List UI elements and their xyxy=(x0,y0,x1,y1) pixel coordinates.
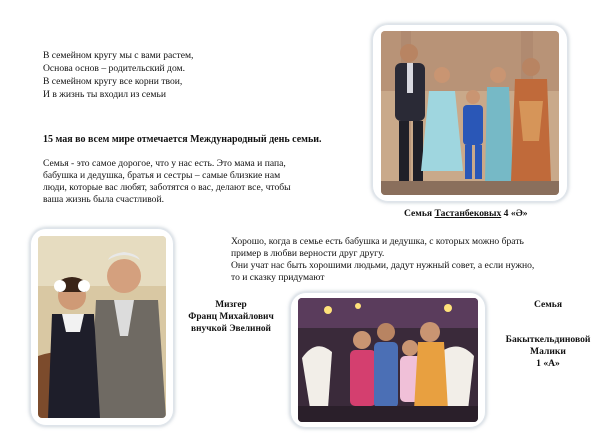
caption-line: Франц Михайлович xyxy=(188,312,274,322)
poem-line: В семейном кругу все корни твои, xyxy=(43,76,183,87)
caption-tastanbekov xyxy=(404,208,528,220)
paragraph-line: Хорошо, когда в семье есть бабушка и дедушка, с которых можно брать xyxy=(231,236,524,247)
caption-class: 4 «Ә» xyxy=(501,208,528,219)
family-photo-tastanbekov xyxy=(381,31,559,195)
paragraph-line: Они учат нас быть хорошими людьми, дадут нужный совет, а если нужно, xyxy=(231,260,535,271)
poem-line: В семейном кругу мы с вами растем, xyxy=(43,50,194,61)
poem-line: И в жизнь ты входил из семьи xyxy=(43,89,166,100)
family-photo-bakytkeldinova xyxy=(298,298,478,422)
caption-family-name: Тастанбековых xyxy=(434,208,502,219)
paragraph-line: люди, которые вас любят, заботятся о вас, делают все, чтобы xyxy=(43,182,291,193)
caption-line: Бакыткельдиновой xyxy=(505,334,591,345)
caption-line: Семья xyxy=(533,299,563,310)
caption-line: 1 «А» xyxy=(536,358,560,369)
family-day-heading: 15 мая во всем мире отмечается Международный день семьи. xyxy=(43,134,322,145)
caption-line: внучкой Эвелиной xyxy=(191,324,271,334)
caption-line: Мизгер xyxy=(215,300,247,310)
grandfather-granddaughter-photo xyxy=(38,236,166,418)
paragraph-line: ваша жизнь была счастливой. xyxy=(43,194,165,205)
paragraph-line: бабушка и дедушка, братья и сестры – самые близкие нам xyxy=(43,170,281,181)
caption-line: Малики xyxy=(530,346,566,357)
paragraph-line: пример в любви верности друг другу. xyxy=(231,248,385,259)
poem-line: Основа основ – родительский дом. xyxy=(43,63,186,74)
paragraph-line: Семья - это самое дорогое, что у нас есть. Это мама и папа, xyxy=(43,158,286,169)
paragraph-line: то и сказку придумают xyxy=(231,272,325,283)
caption-prefix: Семья xyxy=(404,208,435,219)
